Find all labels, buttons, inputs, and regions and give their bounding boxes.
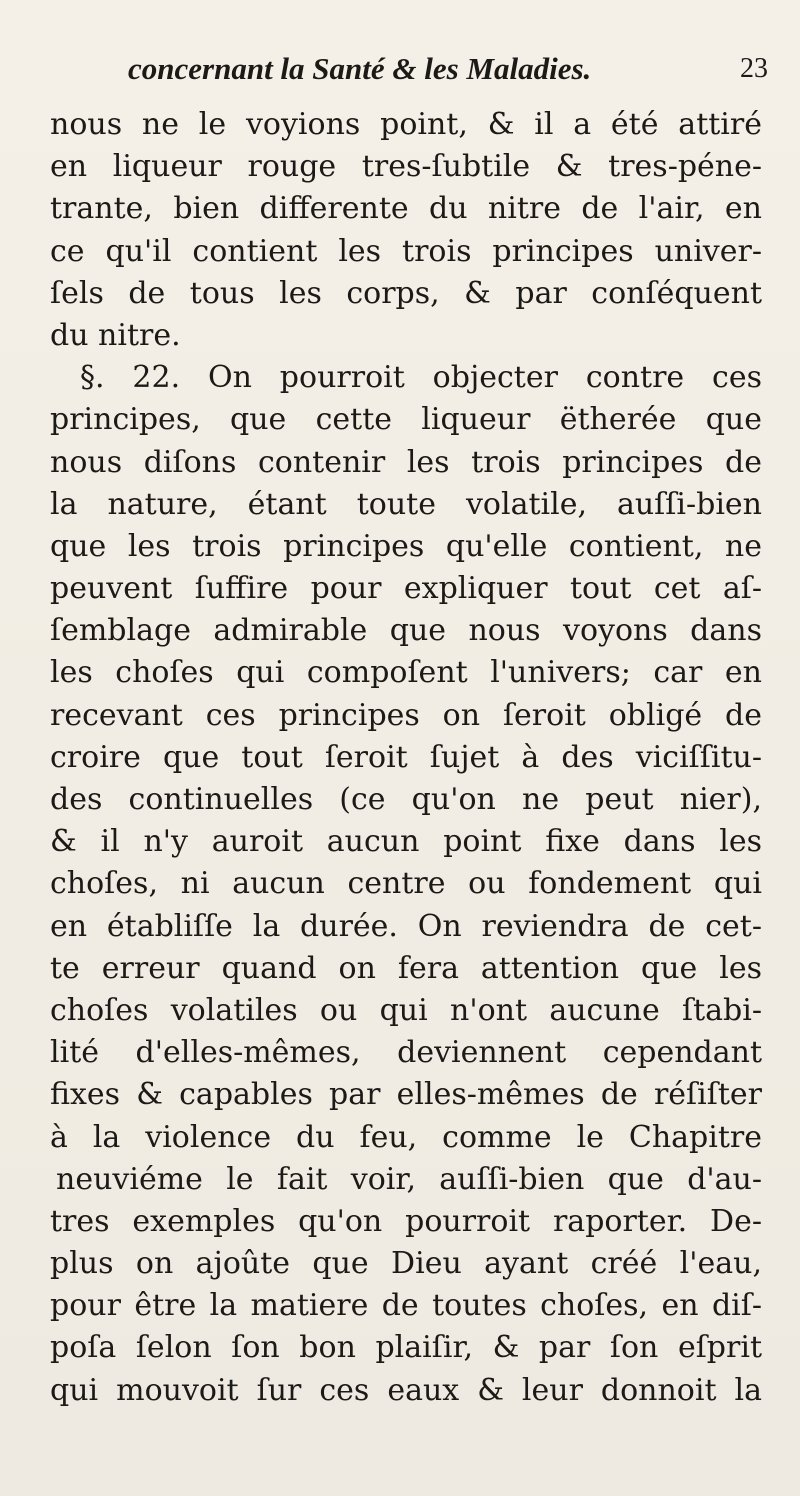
text-line: trante, bien differente du nitre de l'air, en bbox=[50, 191, 762, 227]
text-line: en liqueur rouge tres-ſubtile & tres-péne- bbox=[50, 149, 762, 185]
text-line: plus on ajoûte que Dieu ayant créé l'eau, bbox=[50, 1246, 762, 1282]
text-line: choſes volatiles ou qui n'ont aucune ſtabi- bbox=[50, 992, 762, 1028]
text-line: recevant ces principes on ſeroit obligé de bbox=[50, 697, 762, 733]
text-line: qui mouvoit ſur ces eaux & leur donnoit la bbox=[50, 1372, 762, 1408]
running-title: concernant la Santé & les Maladies. bbox=[128, 51, 592, 86]
text-line: ſels de tous les corps, & par conſéquent bbox=[50, 275, 762, 311]
text-line: en établiſſe la durée. On reviendra de cet- bbox=[50, 908, 762, 944]
text-line: te erreur quand on fera attention que les bbox=[50, 950, 762, 986]
text-line: croire que tout ſeroit ſujet à des viciſſitu- bbox=[50, 739, 762, 775]
text-line: ſemblage admirable que nous voyons dans bbox=[50, 613, 762, 649]
text-line: tres exemples qu'on pourroit raporter. De- bbox=[50, 1203, 762, 1239]
text-line: des continuelles (ce qu'on ne peut nier), bbox=[50, 782, 762, 817]
text-line: neuviéme le fait voir, auſſi-bien que d'au- bbox=[56, 1161, 762, 1197]
page-number: 23 bbox=[740, 53, 768, 84]
page-header bbox=[128, 44, 768, 94]
text-line: que les trois principes qu'elle contient, ne bbox=[50, 528, 762, 564]
text-line: poſa ſelon ſon bon plaiſir, & par ſon eſprit bbox=[50, 1330, 762, 1366]
text-line: peuvent ſuffire pour expliquer tout cet aſ- bbox=[50, 571, 762, 607]
text-line: à la violence du feu, comme le Chapitre bbox=[50, 1119, 762, 1155]
text-line: les choſes qui compoſent l'univers; car en bbox=[50, 655, 762, 691]
text-line: §. 22. On pourroit objecter contre ces bbox=[80, 360, 762, 396]
text-line: la nature, étant toute volatile, auſſi-bien bbox=[50, 486, 762, 522]
text-line: pour être la matiere de toutes choſes, en diſ- bbox=[50, 1288, 762, 1324]
body-text bbox=[50, 104, 762, 1412]
text-line: principes, que cette liqueur ëtherée que bbox=[50, 402, 762, 438]
text-line: du nitre. bbox=[50, 317, 181, 353]
text-line: fixes & capables par elles-mêmes de réſiſter bbox=[50, 1077, 762, 1113]
text-line: nous ne le voyions point, & il a été attiré bbox=[50, 107, 762, 142]
text-line: nous diſons contenir les trois principes de bbox=[50, 444, 762, 480]
text-line: choſes, ni aucun centre ou fondement qui bbox=[50, 866, 762, 902]
text-line: & il n'y auroit aucun point fixe dans les bbox=[50, 824, 762, 860]
text-line: ce qu'il contient les trois principes univer- bbox=[50, 233, 762, 269]
text-line: lité d'elles-mêmes, deviennent cependant bbox=[50, 1035, 762, 1071]
